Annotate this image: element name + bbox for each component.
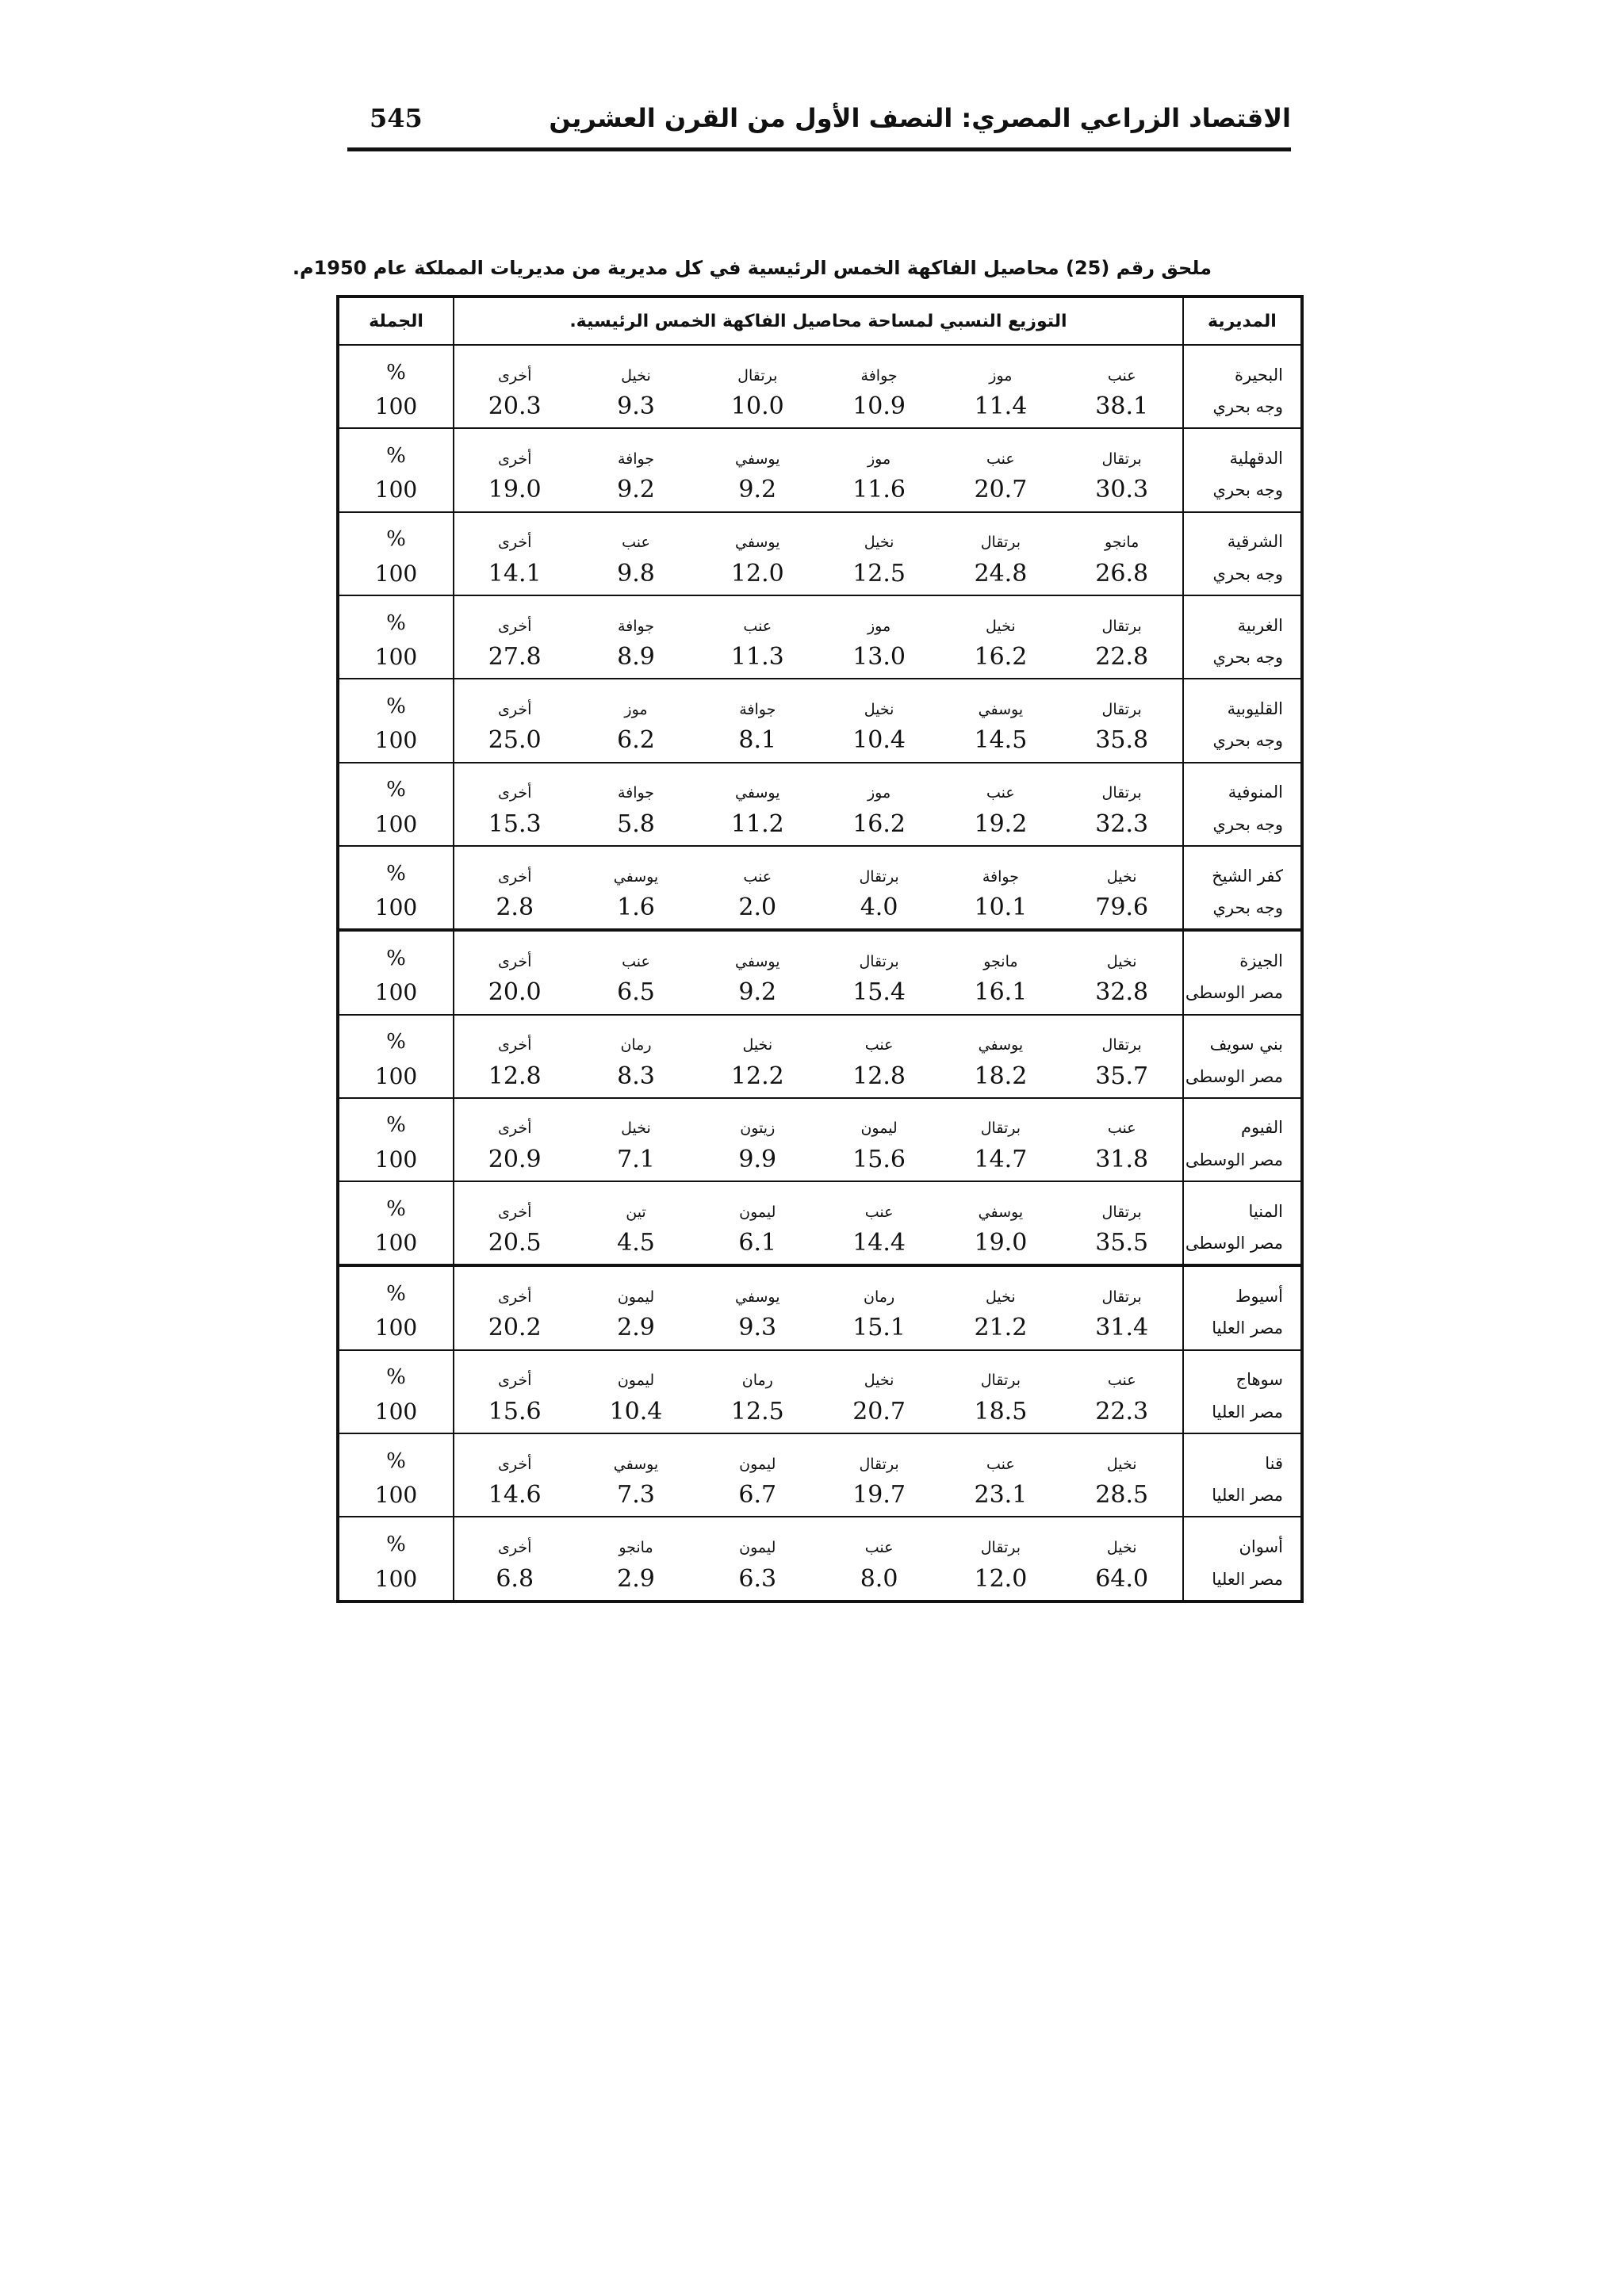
region-name: مصر العليا — [1212, 1318, 1283, 1338]
crop-label: أخرى — [498, 1036, 532, 1054]
crop-percentage: 15.6 — [488, 1397, 542, 1425]
table-row — [338, 1350, 1302, 1391]
crop-percentage: 27.8 — [488, 642, 542, 671]
crop-label: عنب — [864, 1203, 894, 1221]
crop-percentage: 31.8 — [1095, 1145, 1149, 1173]
crop-label: يوسفي — [735, 1288, 780, 1307]
crop-label: يوسفي — [613, 1455, 659, 1473]
crop-percentage: 8.1 — [738, 726, 777, 755]
crop-percentage: 20.5 — [488, 1229, 542, 1257]
district-name: كفر الشيخ — [1212, 866, 1283, 886]
crop-percentage: 16.2 — [852, 809, 906, 838]
distribution-column-header: التوزيع النسبي لمساحة محاصيل الفاكهة الخمس الرئيسية. — [454, 297, 1183, 345]
crop-label: عنب — [1107, 1119, 1136, 1138]
crop-label: ليمون — [617, 1372, 655, 1390]
crop-label: أخرى — [498, 1372, 532, 1390]
crop-label: زيتون — [740, 1119, 776, 1138]
region-name: مصر الوسطى — [1185, 1066, 1283, 1086]
crop-label: نخيل — [621, 366, 651, 385]
table-row — [338, 1015, 1302, 1056]
crop-percentage: 16.2 — [974, 642, 1028, 671]
table-row — [338, 595, 1302, 637]
row-total: 100 — [374, 1230, 418, 1257]
crop-percentage: 7.3 — [617, 1481, 655, 1510]
crop-label: برتقال — [1101, 784, 1142, 802]
district-name: البحيرة — [1234, 365, 1283, 385]
crop-label: جوافة — [617, 617, 655, 635]
crop-percentage: 10.9 — [852, 392, 906, 420]
crop-label: رمان — [864, 1288, 895, 1307]
crop-label: أخرى — [498, 784, 532, 802]
district-name: الغربية — [1237, 615, 1283, 635]
crop-label: عنب — [622, 952, 650, 970]
crop-label: أخرى — [498, 952, 532, 970]
crop-label: برتقال — [980, 1372, 1021, 1390]
crop-label: نخيل — [986, 617, 1016, 635]
crop-label: عنب — [743, 617, 772, 635]
crop-label: نخيل — [864, 534, 894, 552]
crop-label: أخرى — [498, 1203, 532, 1221]
crop-label: نخيل — [621, 1119, 651, 1138]
crop-label: أخرى — [498, 450, 532, 468]
table-body — [338, 345, 1302, 1601]
crop-percentage: 31.4 — [1095, 1314, 1149, 1342]
crop-percentage: 12.2 — [730, 1062, 784, 1090]
crop-label: برتقال — [1101, 1288, 1142, 1307]
table-row-values — [338, 972, 1302, 1015]
crop-percentage: 20.2 — [488, 1314, 542, 1342]
crop-percentage: 9.2 — [738, 978, 777, 1007]
crop-label: ليمون — [860, 1119, 898, 1138]
table-row — [338, 930, 1302, 972]
region-name: وجه بحري — [1212, 396, 1283, 416]
crop-percentage: 10.0 — [730, 392, 784, 420]
crop-percentage: 4.0 — [860, 893, 898, 921]
crop-percentage: 30.3 — [1095, 476, 1149, 504]
district-name: بني سويف — [1209, 1035, 1283, 1054]
table-row — [338, 1517, 1302, 1558]
crop-percentage: 38.1 — [1095, 392, 1149, 420]
percent-sign: % — [386, 778, 406, 802]
crop-percentage: 6.8 — [496, 1564, 534, 1593]
crop-percentage: 28.5 — [1095, 1481, 1149, 1510]
district-name: الدقهلية — [1229, 448, 1283, 468]
percent-sign: % — [386, 861, 406, 886]
crop-label: برتقال — [1101, 1036, 1142, 1054]
crop-label: موز — [989, 366, 1013, 385]
crop-label: أخرى — [498, 617, 532, 635]
crop-percentage: 6.5 — [617, 978, 655, 1007]
crop-percentage: 8.3 — [617, 1062, 655, 1090]
row-total: 100 — [374, 643, 418, 670]
page-number: 545 — [370, 103, 423, 133]
crop-percentage: 9.3 — [617, 392, 655, 420]
crop-percentage: 12.8 — [852, 1062, 906, 1090]
crop-percentage: 19.0 — [974, 1229, 1028, 1257]
crop-percentage: 1.6 — [617, 893, 655, 921]
crop-label: نخيل — [864, 1372, 894, 1390]
crop-label: عنب — [986, 784, 1015, 802]
district-column-header: المديرية — [1183, 297, 1302, 345]
crop-label: جوافة — [617, 450, 655, 468]
table-row — [338, 846, 1302, 887]
crop-percentage: 6.7 — [738, 1481, 777, 1510]
row-total: 100 — [374, 1146, 418, 1173]
table-row — [338, 345, 1302, 386]
crop-label: جوافة — [860, 366, 898, 385]
crop-label: أخرى — [498, 366, 532, 385]
table-row-values — [338, 386, 1302, 429]
crop-label: موز — [868, 450, 891, 468]
region-name: مصر الوسطى — [1185, 1150, 1283, 1169]
table-row — [338, 512, 1302, 553]
crop-percentage: 14.7 — [974, 1145, 1028, 1173]
crop-label: ليمون — [617, 1288, 655, 1307]
district-name: الفيوم — [1240, 1118, 1283, 1138]
district-name: المنوفية — [1228, 783, 1283, 802]
row-total: 100 — [374, 1482, 418, 1509]
crop-percentage: 18.5 — [974, 1397, 1028, 1425]
crop-label: ليمون — [739, 1203, 776, 1221]
crop-label: يوسفي — [735, 534, 780, 552]
crop-label: يوسفي — [613, 867, 659, 886]
region-name: مصر الوسطى — [1185, 1234, 1283, 1253]
crop-label: أخرى — [498, 1288, 532, 1307]
fruit-crops-table — [336, 295, 1304, 1603]
crop-label: برتقال — [1101, 617, 1142, 635]
region-name: وجه بحري — [1212, 647, 1283, 667]
crop-percentage: 32.8 — [1095, 978, 1149, 1007]
table-row — [338, 428, 1302, 469]
crop-percentage: 10.4 — [609, 1397, 663, 1425]
crop-label: برتقال — [859, 952, 899, 970]
table-row-values — [338, 1055, 1302, 1098]
crop-percentage: 7.1 — [617, 1145, 655, 1173]
crop-percentage: 5.8 — [617, 809, 655, 838]
region-name: وجه بحري — [1212, 480, 1283, 500]
crop-percentage: 6.2 — [617, 726, 655, 755]
crop-percentage: 20.0 — [488, 978, 542, 1007]
crop-percentage: 8.9 — [617, 642, 655, 671]
crop-percentage: 6.1 — [738, 1229, 777, 1257]
crop-label: أخرى — [498, 1455, 532, 1473]
crop-percentage: 20.9 — [488, 1145, 542, 1173]
crop-label: يوسفي — [735, 784, 780, 802]
crop-percentage: 26.8 — [1095, 559, 1149, 587]
crop-label: موز — [868, 617, 891, 635]
header-rule — [347, 147, 1291, 151]
table-row-values — [338, 1223, 1302, 1266]
table-row — [338, 679, 1302, 720]
crop-label: مانجو — [983, 952, 1018, 970]
crop-label: أخرى — [498, 534, 532, 552]
table-row — [338, 1098, 1302, 1139]
crop-percentage: 25.0 — [488, 726, 542, 755]
crop-percentage: 6.3 — [738, 1564, 777, 1593]
crop-label: نخيل — [742, 1036, 773, 1054]
crop-percentage: 14.1 — [488, 559, 542, 587]
crop-label: نخيل — [1106, 1455, 1137, 1473]
crop-percentage: 35.5 — [1095, 1229, 1149, 1257]
crop-label: مانجو — [619, 1539, 653, 1557]
crop-percentage: 15.6 — [852, 1145, 906, 1173]
percent-sign: % — [386, 1448, 406, 1473]
crop-label: نخيل — [1106, 867, 1137, 886]
crop-label: برتقال — [980, 1539, 1021, 1557]
percent-sign: % — [386, 1113, 406, 1138]
district-name: أسوان — [1239, 1537, 1283, 1557]
table-row-values — [338, 1138, 1302, 1181]
crop-percentage: 32.3 — [1095, 809, 1149, 838]
crop-label: عنب — [864, 1036, 894, 1054]
crop-percentage: 35.8 — [1095, 726, 1149, 755]
crop-label: موز — [624, 700, 648, 718]
row-total: 100 — [374, 1314, 418, 1341]
percent-sign: % — [386, 1030, 406, 1054]
crop-percentage: 22.8 — [1095, 642, 1149, 671]
row-total: 100 — [374, 560, 418, 587]
crop-percentage: 12.5 — [730, 1397, 784, 1425]
crop-percentage: 21.2 — [974, 1314, 1028, 1342]
crop-percentage: 10.4 — [852, 726, 906, 755]
percent-sign: % — [386, 1282, 406, 1307]
percent-sign: % — [386, 1365, 406, 1390]
row-total: 100 — [374, 727, 418, 754]
crop-percentage: 11.4 — [974, 392, 1028, 420]
crop-percentage: 14.4 — [852, 1229, 906, 1257]
crop-percentage: 15.4 — [852, 978, 906, 1007]
table-row-values — [338, 637, 1302, 679]
table-row — [338, 1433, 1302, 1475]
crop-label: عنب — [743, 867, 772, 886]
crop-label: عنب — [864, 1539, 894, 1557]
crop-percentage: 2.0 — [738, 893, 777, 921]
crop-percentage: 9.2 — [738, 476, 777, 504]
crop-label: جوافة — [617, 784, 655, 802]
crop-percentage: 22.3 — [1095, 1397, 1149, 1425]
table-row-values — [338, 803, 1302, 846]
crop-percentage: 9.3 — [738, 1314, 777, 1342]
crop-label: برتقال — [980, 534, 1021, 552]
district-name: المنيا — [1248, 1201, 1283, 1221]
crop-label: برتقال — [737, 366, 778, 385]
crop-label: برتقال — [1101, 450, 1142, 468]
crop-label: يوسفي — [735, 450, 780, 468]
district-name: الشرقية — [1227, 532, 1283, 552]
crop-percentage: 12.8 — [488, 1062, 542, 1090]
region-name: مصر العليا — [1212, 1569, 1283, 1589]
row-total: 100 — [374, 1565, 418, 1592]
crop-label: برتقال — [1101, 700, 1142, 718]
district-name: القليوبية — [1227, 698, 1283, 718]
crop-label: أخرى — [498, 700, 532, 718]
crop-percentage: 15.1 — [852, 1314, 906, 1342]
percent-sign: % — [386, 694, 406, 718]
row-total: 100 — [374, 810, 418, 837]
crop-label: نخيل — [986, 1288, 1016, 1307]
row-total: 100 — [374, 1062, 418, 1089]
crop-label: عنب — [1107, 1372, 1136, 1390]
crop-percentage: 16.1 — [974, 978, 1028, 1007]
percent-sign: % — [386, 610, 406, 635]
row-total: 100 — [374, 392, 418, 419]
crop-percentage: 9.8 — [617, 559, 655, 587]
crop-percentage: 10.1 — [974, 893, 1028, 921]
table-row — [338, 1181, 1302, 1223]
crop-percentage: 2.8 — [496, 893, 534, 921]
crop-label: ليمون — [739, 1455, 776, 1473]
crop-percentage: 2.9 — [617, 1564, 655, 1593]
crop-label: نخيل — [1106, 1539, 1137, 1557]
crop-label: أخرى — [498, 867, 532, 886]
table-row-values — [338, 553, 1302, 595]
crop-percentage: 35.7 — [1095, 1062, 1149, 1090]
region-name: وجه بحري — [1212, 731, 1283, 751]
crop-label: رمان — [620, 1036, 652, 1054]
crop-label: برتقال — [1101, 1203, 1142, 1221]
crop-percentage: 24.8 — [974, 559, 1028, 587]
region-name: مصر العليا — [1212, 1486, 1283, 1506]
crop-percentage: 9.9 — [738, 1145, 777, 1173]
crop-label: نخيل — [1106, 952, 1137, 970]
crop-percentage: 20.7 — [852, 1397, 906, 1425]
crop-percentage: 20.3 — [488, 392, 542, 420]
crop-label: يوسفي — [978, 1036, 1024, 1054]
book-title: الاقتصاد الزراعي المصري: النصف الأول من القرن العشرين — [549, 103, 1291, 133]
table-caption: ملحق رقم (25) محاصيل الفاكهة الخمس الرئيسية في كل مديرية من مديريات المملكة عام 1950م. — [292, 257, 1212, 279]
region-name: مصر العليا — [1212, 1402, 1283, 1422]
crop-label: عنب — [1107, 366, 1136, 385]
crop-label: أخرى — [498, 1119, 532, 1138]
table-row — [338, 763, 1302, 804]
crop-label: عنب — [622, 534, 650, 552]
crop-label: ليمون — [739, 1539, 776, 1557]
crop-percentage: 8.0 — [860, 1564, 898, 1593]
table-row — [338, 1265, 1302, 1307]
crop-label: موز — [868, 784, 891, 802]
crop-label: برتقال — [859, 1455, 899, 1473]
percent-sign: % — [386, 443, 406, 468]
region-name: وجه بحري — [1212, 814, 1283, 834]
crop-label: أخرى — [498, 1539, 532, 1557]
crop-percentage: 79.6 — [1095, 893, 1149, 921]
table-row-values — [338, 1558, 1302, 1601]
crop-label: يوسفي — [735, 952, 780, 970]
crop-label: مانجو — [1105, 534, 1139, 552]
percent-sign: % — [386, 946, 406, 970]
row-total: 100 — [374, 1398, 418, 1425]
row-total: 100 — [374, 894, 418, 920]
crop-label: تين — [626, 1203, 646, 1221]
crop-percentage: 11.3 — [730, 642, 784, 671]
percent-sign: % — [386, 1196, 406, 1221]
crop-percentage: 20.7 — [974, 476, 1028, 504]
crop-percentage: 15.3 — [488, 809, 542, 838]
crop-percentage: 11.2 — [730, 809, 784, 838]
crop-percentage: 19.2 — [974, 809, 1028, 838]
crop-percentage: 4.5 — [617, 1229, 655, 1257]
crop-label: جوافة — [739, 700, 776, 718]
crop-percentage: 14.6 — [488, 1481, 542, 1510]
crop-label: يوسفي — [978, 1203, 1024, 1221]
table-row-values — [338, 720, 1302, 763]
table-row-values — [338, 887, 1302, 931]
page-header — [347, 103, 1291, 151]
region-name: وجه بحري — [1212, 564, 1283, 584]
crop-percentage: 2.9 — [617, 1314, 655, 1342]
table-row-values — [338, 469, 1302, 512]
crop-percentage: 9.2 — [617, 476, 655, 504]
crop-label: برتقال — [859, 867, 899, 886]
crop-percentage: 19.7 — [852, 1481, 906, 1510]
percent-sign: % — [386, 527, 406, 552]
crop-percentage: 64.0 — [1095, 1564, 1149, 1593]
percent-sign: % — [386, 1533, 406, 1557]
crop-percentage: 12.0 — [974, 1564, 1028, 1593]
crop-label: عنب — [986, 1455, 1015, 1473]
row-total: 100 — [374, 979, 418, 1006]
crop-percentage: 18.2 — [974, 1062, 1028, 1090]
percent-sign: % — [386, 360, 406, 385]
region-name: وجه بحري — [1212, 897, 1283, 917]
table-row-values — [338, 1475, 1302, 1517]
district-name: سوهاج — [1235, 1370, 1283, 1390]
region-name: مصر الوسطى — [1185, 983, 1283, 1003]
crop-label: يوسفي — [978, 700, 1024, 718]
table-row-values — [338, 1391, 1302, 1433]
row-total: 100 — [374, 476, 418, 503]
crop-percentage: 12.0 — [730, 559, 784, 587]
crop-percentage: 19.0 — [488, 476, 542, 504]
district-name: قنا — [1265, 1453, 1283, 1473]
crop-label: نخيل — [864, 700, 894, 718]
crop-label: عنب — [986, 450, 1015, 468]
district-name: أسيوط — [1235, 1287, 1283, 1307]
crop-percentage: 11.6 — [852, 476, 906, 504]
crop-percentage: 14.5 — [974, 726, 1028, 755]
crop-percentage: 13.0 — [852, 642, 906, 671]
district-name: الجيزة — [1239, 951, 1283, 970]
crop-percentage: 12.5 — [852, 559, 906, 587]
crop-label: جوافة — [982, 867, 1019, 886]
crop-label: رمان — [741, 1372, 773, 1390]
crop-label: برتقال — [980, 1119, 1021, 1138]
total-column-header: الجملة — [338, 297, 454, 345]
table-row-values — [338, 1307, 1302, 1350]
crop-percentage: 23.1 — [974, 1481, 1028, 1510]
